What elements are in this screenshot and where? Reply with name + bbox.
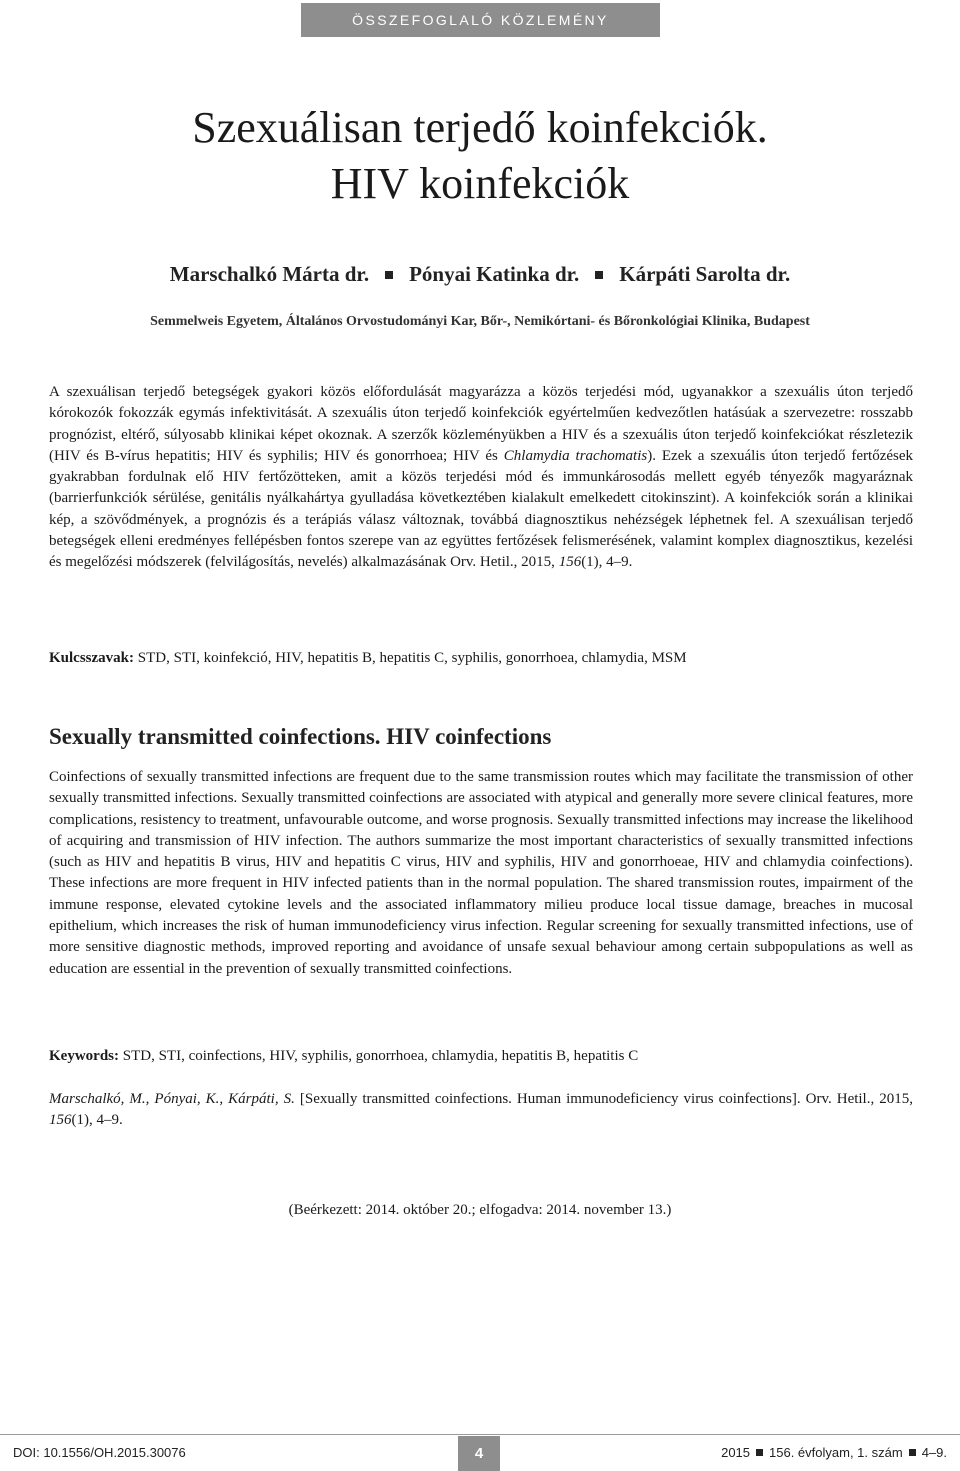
author-2: Pónyai Katinka dr. bbox=[409, 262, 580, 286]
affiliation: Semmelweis Egyetem, Általános Orvostudományi Kar, Bőr-, Nemikórtani- és Bőronkológiai Klinika, Budapest bbox=[150, 314, 810, 329]
citation-authors: Marschalkó, M., Pónyai, K., Kárpáti, S. bbox=[49, 1091, 295, 1107]
abstract-hu-text-3: (1), 4–9. bbox=[581, 554, 633, 571]
issue-pages: 4–9. bbox=[921, 1445, 947, 1460]
page-number: 4 bbox=[458, 1436, 500, 1471]
keywords-hu-label: Kulcsszavak: bbox=[49, 650, 135, 666]
received-dates: (Beérkezett: 2014. október 20.; elfogadva: 2014. november 13.) bbox=[288, 1202, 672, 1218]
doi: DOI: 10.1556/OH.2015.30076 bbox=[13, 1445, 186, 1460]
journal-issue bbox=[721, 1445, 947, 1460]
keywords-hu-text: STD, STI, koinfekció, HIV, hepatitis B, hepatitis C, syphilis, gonorrhoea, chlamydia, MSM bbox=[134, 650, 687, 666]
citation-volume: 156 bbox=[49, 1112, 72, 1129]
title-line-2: HIV koinfekciók bbox=[330, 159, 630, 208]
abstract-hungarian bbox=[49, 382, 913, 574]
square-bullet-icon bbox=[909, 1449, 916, 1456]
title-line-1: Szexuálisan terjedő koinfekciók. bbox=[192, 103, 768, 152]
abstract-hu-text-1: A szexuálisan terjedő betegségek gyakori közös előfordulását magyarázza a közös terjedési mód, ugyanakkor a szexuális úton terjedő kórokozók fokozzák egymás infektivitását. A szexuális úton terjedő koinfekciók egyértelműen kedvezőtlen hatásúak a szervezetre: rosszabb prognózist, eltérő, súlyosabb klinikai képet okoznak. A szerzők közleményükben a HIV és a szexuális úton terjedő koinfekciókat részletezik (HIV és B-vírus hepatitis; HIV és syphilis; HIV és gonorrhoea; HIV és bbox=[49, 384, 913, 464]
author-1: Marschalkó Márta dr. bbox=[169, 262, 370, 286]
english-title: Sexually transmitted coinfections. HIV coinfections bbox=[49, 724, 552, 749]
author-list bbox=[0, 262, 960, 287]
citation bbox=[49, 1089, 913, 1132]
abstract-hu-volume: 156 bbox=[558, 554, 582, 571]
keywords-en-label: Keywords: bbox=[49, 1048, 119, 1064]
article-title bbox=[0, 100, 960, 212]
section-label: ÖSSZEFOGLALÓ KÖZLEMÉNY bbox=[301, 3, 660, 37]
square-bullet-icon bbox=[595, 271, 603, 279]
issue-year: 2015 bbox=[721, 1445, 751, 1460]
keywords-hungarian bbox=[49, 648, 913, 669]
citation-pages: (1), 4–9. bbox=[71, 1112, 123, 1129]
keywords-english bbox=[49, 1046, 913, 1067]
issue-volume: 156. évfolyam, 1. szám bbox=[769, 1445, 903, 1460]
abstract-english: Coinfections of sexually transmitted infections are frequent due to the same transmission routes which may facilitate the transmission of other sexually transmitted infections. Sexually transmitted coinfections are associated with atypical and generally more severe clinical features, more complications, resistency to treatment, unfavourable outcome, and worse prognosis. Sexually transmitted infections may increase the likelihood of acquiring and transmission of HIV infection. The authors summarize the most important characteristics of sexually transmitted infections (such as HIV and hepatitis B virus, HIV and hepatitis C virus, HIV and syphilis, HIV and gonorrhoeae, HIV and chlamydia coinfections). These infections are more frequent in HIV infected patients than in the normal population. The shared transmission routes, impairment of the immune response, elevated cytokine levels and the associated inflammatory milieu produce local tissue damage, breaches in mucosal epithelium, which increases the risk of human immunodeficiency virus infection. Regular screening for sexually transmitted infections, use of more sensitive diagnostic methods, improved reporting and avoidance of unsafe sexual behaviour among certain subpopulations as well as education are essential in the prevention of sexually transmitted coinfections. bbox=[49, 769, 913, 977]
square-bullet-icon bbox=[756, 1449, 763, 1456]
citation-text: [Sexually transmitted coinfections. Human immunodeficiency virus coinfections]. Orv. Hetil., 2015, bbox=[294, 1091, 913, 1107]
abstract-hu-species: Chlamydia trachomatis bbox=[503, 447, 648, 464]
square-bullet-icon bbox=[385, 271, 393, 279]
abstract-hu-text-2: ). Ezek a szexuális úton terjedő fertőzések gyakrabban fordulnak elő HIV fertőzötteken, amit a közös terjedési mód és immunkárosodás mellett egyéb tényezők magyaráznak (barrierfunkciók sérülése, genitális nyálkahártya gyulladása következtében kialakult emelkedett citokinszint). A koinfekciók során a klinikai kép, a szövődmények, a prognózis és a terápiás válasz változnak, továbbá diagnosztikus nehézségek léphetnek fel. A szexuálisan terjedő betegségek elleni eredményes fellépésben fontos szerepe van az együttes fertőzések felismerésének, valamint komplex diagnosztikus, kezelési és megelőzési módszerek (felvilágosítás, nevelés) alkalmazásának Orv. Hetil., 2015, bbox=[49, 447, 913, 571]
keywords-en-text: STD, STI, coinfections, HIV, syphilis, gonorrhoea, chlamydia, hepatitis B, hepatitis C bbox=[119, 1048, 639, 1064]
page-footer bbox=[0, 1434, 960, 1471]
author-3: Kárpáti Sarolta dr. bbox=[619, 262, 791, 286]
